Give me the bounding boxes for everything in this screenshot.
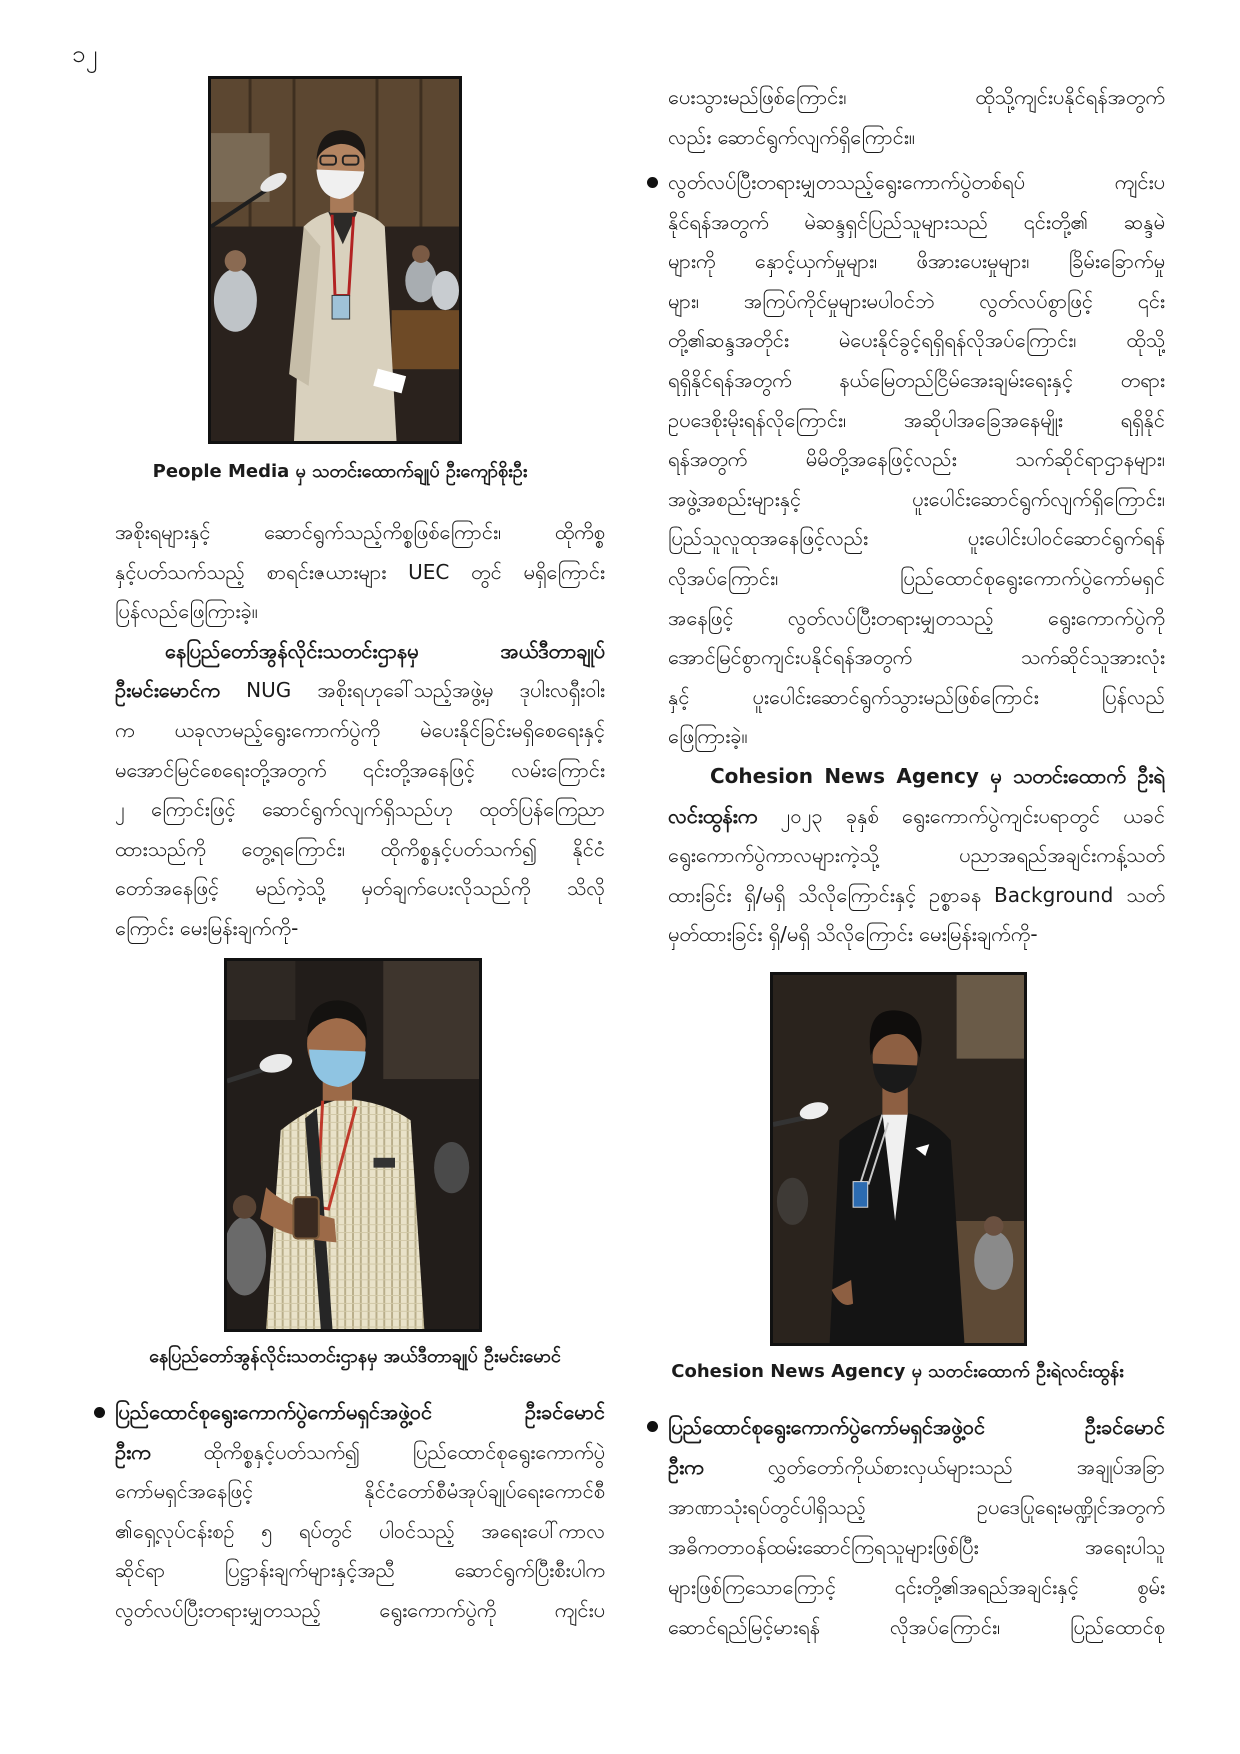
body-text-line: ဥပဒေစိုးမိုးရန်လိုကြောင်း၊ အဆိုပါအခြေအနေမျိုး ရရှိနိုင် — [668, 407, 1165, 432]
body-text-line: မှတ်ထားခြင်း ရှိ/မရှိ သိလိုကြောင်း မေးမြန်းချက်ကို- — [668, 922, 1038, 947]
body-text-line: ကြောင်း မေးမြန်းချက်ကို- — [115, 915, 299, 940]
body-text-line: အောင်မြင်စွာကျင်းပနိုင်ရန်အတွက် သက်ဆိုင်သူအားလုံး — [668, 645, 1165, 670]
bullet-icon — [647, 177, 658, 188]
body-text-line: ဆောင်ရည်မြင့်မားရန် လိုအပ်ကြောင်း၊ ပြည်ထောင်စု — [668, 1615, 1165, 1639]
body-text-line: လွတ်လပ်ပြီးတရားမျှတသည့် ရွေးကောက်ပွဲကို ကျင်းပ — [115, 1597, 605, 1622]
bullet-icon — [94, 1407, 105, 1418]
body-text: NUG အစိုးရဟုခေါ်သည့်အဖွဲ့မှ ဒုပါးလရှီးဝါး — [246, 678, 605, 703]
photo-caption: People Media မှ သတင်းထောက်ချုပ် ဦးကျော်စိုးဦး — [152, 461, 528, 482]
body-text-line: နှင့်ပတ်သက်သည့် စာရင်းဇယားများ UEC တွင် မရှိကြောင်း — [115, 559, 605, 584]
speaker-heading: ပြည်ထောင်စုရွေးကောက်ပွဲကော်မရှင်အဖွဲ့ဝင် ဦးခင်မောင် — [668, 1415, 1165, 1439]
speaker-name: ဦးက — [115, 1439, 151, 1464]
body-text-line: အဖွဲ့အစည်းများနှင့် ပူးပေါင်းဆောင်ရွက်လျက်ရှိကြောင်း၊ — [668, 486, 1165, 511]
speaker-heading: ပြည်ထောင်စုရွေးကောက်ပွဲကော်မရှင်အဖွဲ့ဝင် ဦးခင်မောင် — [115, 1400, 605, 1424]
body-text-line: မအောင်မြင်စေရေးတို့အတွက် ၎င်းတို့အနေဖြင့် လမ်းကြောင်း — [115, 757, 605, 782]
body-text-line: ဖြေကြားခဲ့။ — [668, 724, 748, 749]
body-text-line: များ၊ အကြပ်ကိုင်မှုများမပါဝင်ဘဲ လွတ်လပ်စွာဖြင့် ၎င်း — [668, 288, 1165, 313]
speaker-name: ဦးက — [668, 1455, 704, 1479]
body-text-line: တို့၏ဆန္ဒအတိုင်း မဲပေးနိုင်ခွင့်ရရှိရန်လိုအပ်ကြောင်း၊ ထိုသို့ — [668, 328, 1165, 353]
body-text-line — [115, 1433, 605, 1473]
body-text-line: လိုအပ်ကြောင်း၊ ပြည်ထောင်စုရွေးကောက်ပွဲကော်မရှင် — [668, 565, 1165, 590]
page-number: ၁၂ — [72, 40, 98, 68]
speaker-name: လင်းထွန်းက — [668, 803, 758, 828]
body-text-line: တော်အနေဖြင့် မည်ကဲ့သို့ မှတ်ချက်ပေးလိုသည်ကို သိလို — [115, 876, 605, 901]
body-text-line: များကို နှောင့်ယှက်မှုများ၊ ဖိအားပေးမှုများ၊ ခြိမ်းခြောက်မှု — [668, 249, 1165, 274]
body-text-line: ၏ရှေ့လုပ်ငန်းစဉ် ၅ ရပ်တွင် ပါဝင်သည့် အရေးပေါ်ကာလ — [115, 1518, 605, 1543]
photo-scene — [211, 79, 459, 441]
body-text-line: အနေဖြင့် လွတ်လပ်ပြီးတရားမျှတသည့် ရွေးကောက်ပွဲကို — [668, 605, 1165, 630]
photo-naypyitaw-online-editor — [224, 958, 482, 1332]
body-text-line: ပေးသွားမည်ဖြစ်ကြောင်း၊ ထိုသို့ကျင်းပနိုင်ရန်အတွက် — [668, 85, 1165, 109]
body-text-line: လည်း ဆောင်ရွက်လျက်ရှိကြောင်း။ — [668, 124, 915, 149]
body-text-line: ဆိုင်ရာ ပြဋ္ဌာန်းချက်များနှင့်အညီ ဆောင်ရွက်ပြီးစီးပါက — [115, 1558, 605, 1583]
photo-cohesion-news-reporter — [770, 972, 1027, 1346]
bullet-icon — [647, 1421, 658, 1432]
body-text-line: အာဏာသုံးရပ်တွင်ပါရှိသည့် ဥပဒေပြုရေးမဏ္ဍိုင်အတွက် — [668, 1495, 1165, 1519]
body-text-line: ထားသည်ကို တွေ့ရကြောင်း၊ ထိုကိစ္စနှင့်ပတ်သက်၍ နိုင်ငံ — [115, 836, 605, 861]
body-text-line: ရန်အတွက် မိမိတို့အနေဖြင့်လည်း သက်ဆိုင်ရာဌာနများ၊ — [668, 447, 1165, 472]
photo-scene — [227, 961, 479, 1329]
body-text-line — [115, 671, 605, 711]
body-text-line: များဖြစ်ကြသောကြောင့် ၎င်းတို့၏အရည်အချင်းနှင့် စွမ်း — [668, 1575, 1165, 1599]
body-text-line: က ယခုလာမည့်ရွေးကောက်ပွဲကို မဲပေးနိုင်ခြင်းမရှိစေရေးနှင့် — [115, 717, 605, 742]
body-text-line: ထားခြင်း ရှိ/မရှိ သိလိုကြောင်းနှင့် ဥစ္စာခန Background သတ် — [668, 882, 1165, 907]
right-column-bullet — [668, 1407, 1165, 1647]
speaker-heading: နေပြည်တော်အွန်လိုင်းသတင်းဌာနမှ အယ်ဒီတာချုပ် — [165, 638, 605, 663]
body-text-line: ရရှိနိုင်ရန်အတွက် နယ်မြေတည်ငြိမ်အေးချမ်းရေးနှင့် တရား — [668, 367, 1165, 392]
left-column-text — [115, 513, 605, 949]
body-text-line: ကော်မရှင်အနေဖြင့် နိုင်ငံတော်စီမံအုပ်ချုပ်ရေးကောင်စီ — [115, 1479, 605, 1504]
photo-scene — [773, 975, 1024, 1343]
speaker-name: ဦးမင်းမောင်က — [115, 678, 220, 703]
body-text: ၂၀၂၃ ခုနှစ် ရွေးကောက်ပွဲကျင်းပရာတွင် ယခင် — [780, 803, 1165, 828]
right-column-bullet — [668, 163, 1165, 955]
left-column-bullet — [115, 1393, 605, 1631]
body-text-line: ပြည်သူလူထုအနေဖြင့်လည်း ပူးပေါင်းပါဝင်ဆောင်ရွက်ရန် — [668, 526, 1165, 551]
right-column-text — [668, 78, 1165, 157]
body-text-line: နှင့် ပူးပေါင်းဆောင်ရွက်သွားမည်ဖြစ်ကြောင်း ပြန်လည် — [668, 684, 1165, 709]
body-text-line: ၂ ကြောင်းဖြင့် ဆောင်ရွက်လျက်ရှိသည်ဟု ထုတ်ပြန်ကြေညာ — [115, 797, 605, 822]
body-text-line: အဓိကတာဝန်ထမ်းဆောင်ကြရသူများဖြစ်ပြီး အရေးပါသူ — [668, 1535, 1165, 1559]
body-text-line: လွတ်လပ်ပြီးတရားမျှတသည့်ရွေးကောက်ပွဲတစ်ရပ် ကျင်းပ — [668, 170, 1165, 194]
body-text-line — [668, 797, 1165, 837]
body-text: လွှတ်တော်ကိုယ်စားလှယ်များသည် အချုပ်အခြာ — [767, 1455, 1165, 1479]
body-text: ထိုကိစ္စနှင့်ပတ်သက်၍ ပြည်ထောင်စုရွေးကောက်ပွဲ — [203, 1439, 605, 1464]
speaker-heading: Cohesion News Agency မှ သတင်းထောက် ဦးရဲ — [710, 763, 1165, 788]
body-text-line: ရွေးကောက်ပွဲကာလများကဲ့သို့ ပညာအရည်အချင်းကန့်သတ် — [668, 843, 1165, 868]
photo-caption: နေပြည်တော်အွန်လိုင်းသတင်းဌာနမှ အယ်ဒီတာချုပ် ဦးမင်းမောင် — [149, 1346, 561, 1367]
body-text-line: အစိုးရများနှင့် ဆောင်ရွက်သည့်ကိစ္စဖြစ်ကြောင်း၊ ထိုကိစ္စ — [115, 520, 605, 544]
photo-caption: Cohesion News Agency မှ သတင်းထောက် ဦးရဲလင်းထွန်း — [671, 1361, 1124, 1382]
body-text-line: ပြန်လည်ဖြေကြားခဲ့။ — [115, 599, 258, 624]
body-text-line: နိုင်ရန်အတွက် မဲဆန္ဒရှင်ပြည်သူများသည် ၎င်းတို့၏ ဆန္ဒမဲ — [668, 209, 1165, 234]
body-text-line — [668, 1447, 1165, 1487]
photo-people-media-reporter — [208, 76, 462, 444]
